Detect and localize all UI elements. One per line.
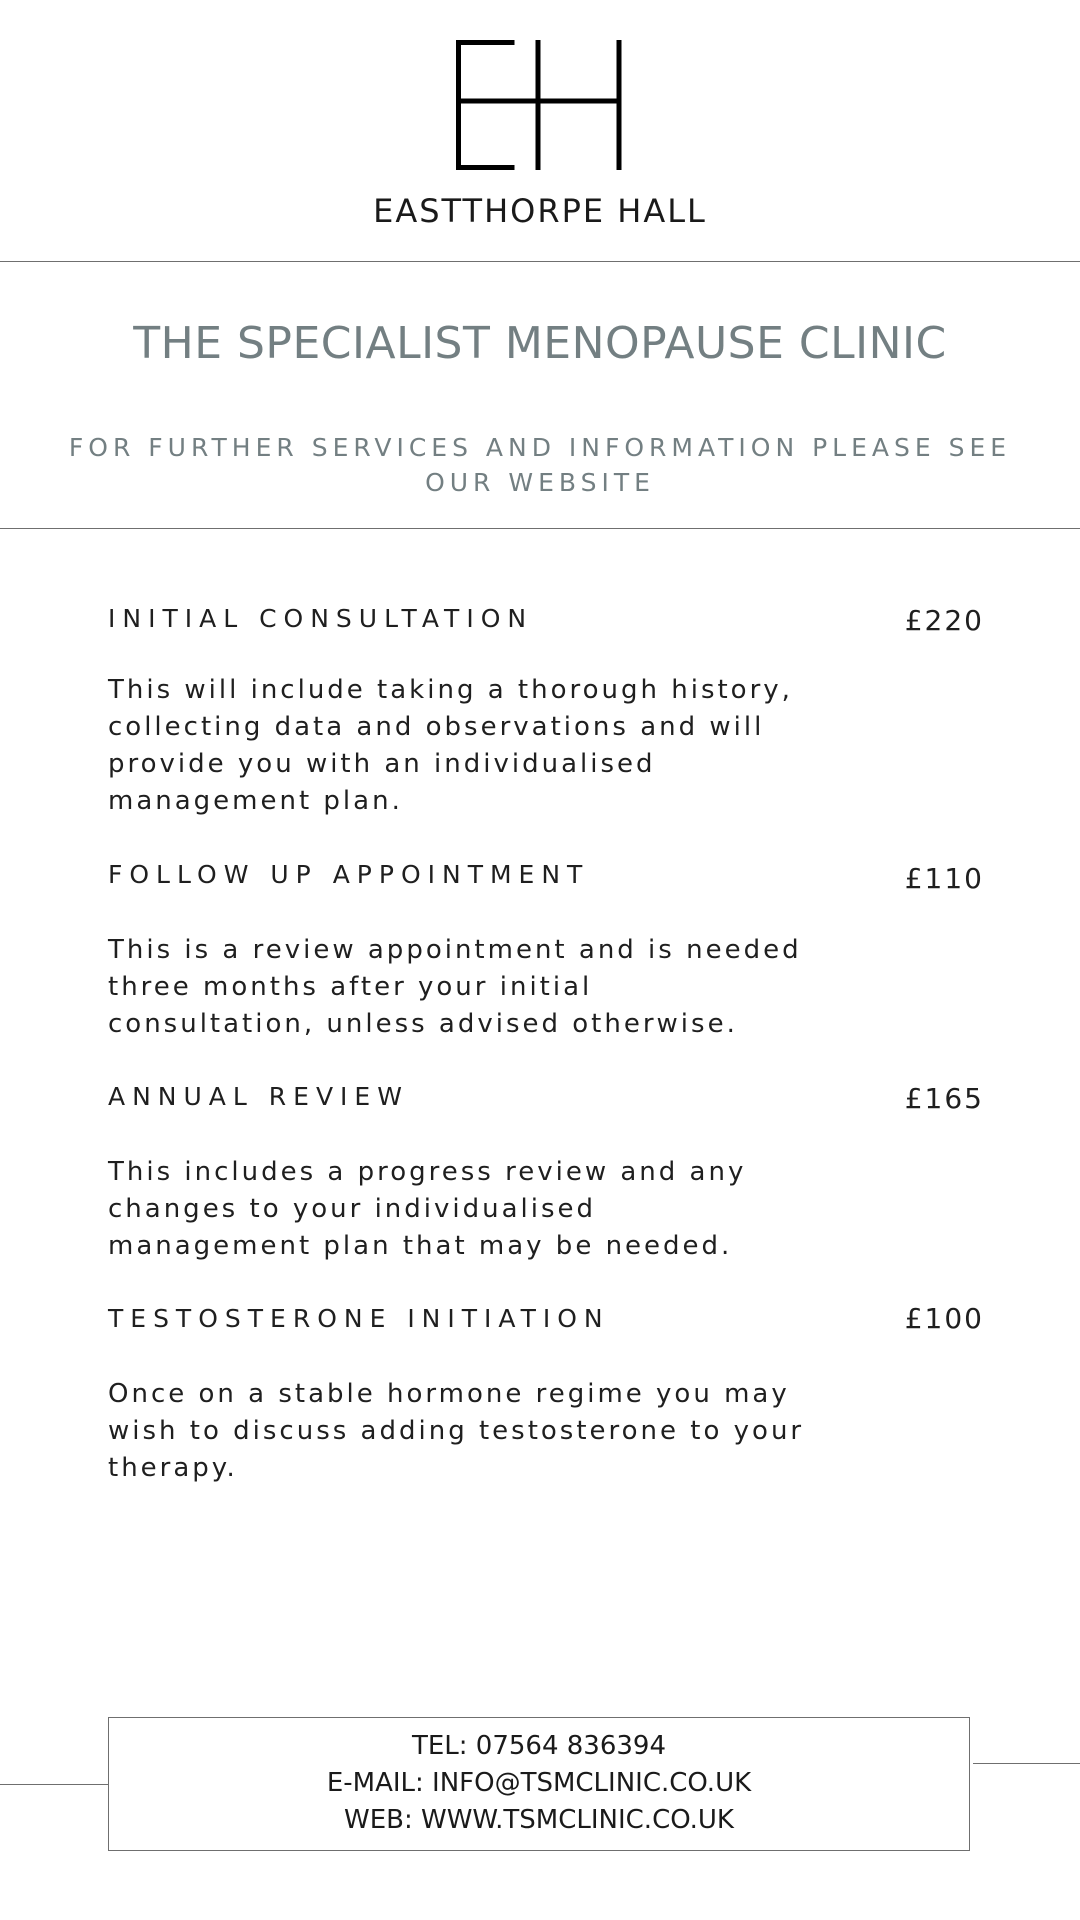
decorative-line-left [0,1784,108,1785]
contact-website: WEB: WWW.TSMCLINIC.CO.UK [344,1805,734,1835]
contact-box [108,1717,970,1851]
service-name: INITIAL CONSULTATION [108,604,534,633]
service-description: Once on a stable hormone regime you may wish to discuss adding testosterone to your therapy. [108,1379,805,1483]
service-name: FOLLOW UP APPOINTMENT [108,860,590,889]
eh-logo [456,40,622,170]
service-price: £110 [904,862,984,895]
contact-email: E-MAIL: INFO@TSMCLINIC.CO.UK [326,1768,752,1798]
header-divider [0,261,1080,262]
page-title: THE SPECIALIST MENOPAUSE CLINIC [133,318,947,369]
contact-phone: TEL: 07564 836394 [411,1731,667,1761]
service-description: This is a review appointment and is needed three months after your initial consultation, unless advised otherwise. [108,935,802,1039]
service-name: TESTOSTERONE INITIATION [108,1304,610,1333]
service-description: This includes a progress review and any changes to your individualised management plan that may be needed. [108,1157,747,1261]
service-name: ANNUAL REVIEW [108,1082,409,1111]
decorative-line-right [973,1763,1080,1764]
brand-name: EASTTHORPE HALL [373,192,707,230]
subtitle-divider [0,528,1080,529]
website-note: FOR FURTHER SERVICES AND INFORMATION PLEASE SEE OUR WEBSITE [68,433,1012,497]
service-price: £165 [904,1082,984,1115]
service-price: £100 [904,1302,984,1335]
service-price: £220 [904,604,984,637]
service-description: This will include taking a thorough history, collecting data and observations and will provide you with an individualised management plan. [108,675,793,816]
